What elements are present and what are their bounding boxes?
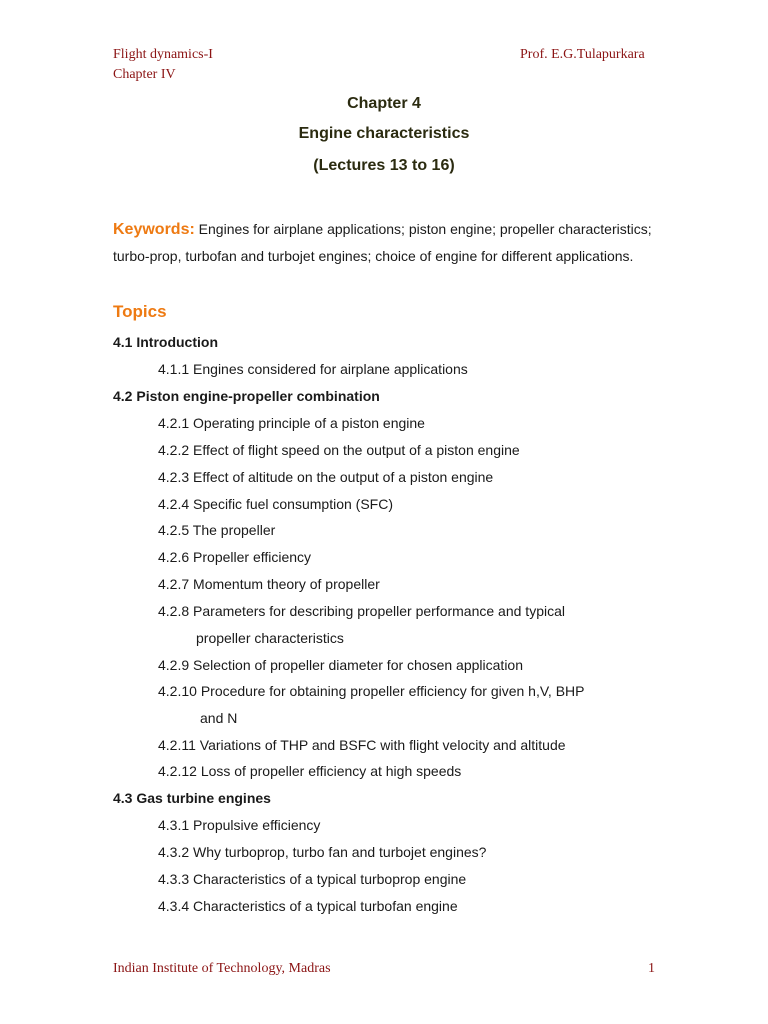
list-item: 4.2.7 Momentum theory of propeller [158, 576, 380, 592]
list-item: 4.2.11 Variations of THP and BSFC with flight velocity and altitude [158, 737, 566, 753]
chapter-lectures: (Lectures 13 to 16) [313, 157, 455, 174]
list-item: 4.2.5 The propeller [158, 522, 276, 538]
topics-heading: Topics [113, 302, 167, 321]
list-item: 4.2.6 Propeller efficiency [158, 549, 312, 565]
keywords-text: Engines for airplane applications; piston engine; propeller characteristics; turbo-prop, turbofan and turbojet engines; choice of engine for different applications. [113, 221, 652, 264]
section-title: 4.1 Introduction [113, 334, 218, 350]
section-title: 4.2 Piston engine-propeller combination [113, 388, 380, 404]
footer-institute: Indian Institute of Technology, Madras [113, 961, 331, 976]
list-item: 4.1.1 Engines considered for airplane applications [158, 361, 468, 377]
keywords-label: Keywords: [113, 221, 195, 238]
list-item: 4.3.3 Characteristics of a typical turboprop engine [158, 871, 467, 887]
keywords-paragraph [113, 216, 653, 270]
list-item-continuation: and N [200, 710, 238, 726]
list-item: 4.2.9 Selection of propeller diameter for chosen application [158, 657, 523, 673]
list-item: 4.3.4 Characteristics of a typical turbofan engine [158, 898, 458, 914]
section-title: 4.3 Gas turbine engines [113, 790, 271, 806]
header-author: Prof. E.G.Tulapurkara [520, 47, 645, 62]
chapter-name: Engine characteristics [298, 125, 470, 142]
list-item: 4.2.3 Effect of altitude on the output of a piston engine [158, 469, 494, 485]
list-item: 4.2.10 Procedure for obtaining propeller efficiency for given h,V, BHP [158, 683, 585, 699]
list-item: 4.2.8 Parameters for describing propeller performance and typical [158, 603, 565, 619]
page-number: 1 [648, 961, 655, 976]
list-item: 4.3.1 Propulsive efficiency [158, 817, 321, 833]
chapter-title: Chapter 4 [347, 95, 421, 112]
header-course: Flight dynamics-I [113, 47, 213, 62]
list-item: 4.2.2 Effect of flight speed on the output of a piston engine [158, 442, 520, 458]
list-item: 4.3.2 Why turboprop, turbo fan and turbojet engines? [158, 844, 487, 860]
list-item: 4.2.4 Specific fuel consumption (SFC) [158, 496, 393, 512]
list-item: 4.2.12 Loss of propeller efficiency at high speeds [158, 763, 462, 779]
list-item-continuation: propeller characteristics [196, 630, 344, 646]
header-chapter: Chapter IV [113, 67, 176, 82]
list-item: 4.2.1 Operating principle of a piston engine [158, 415, 425, 431]
